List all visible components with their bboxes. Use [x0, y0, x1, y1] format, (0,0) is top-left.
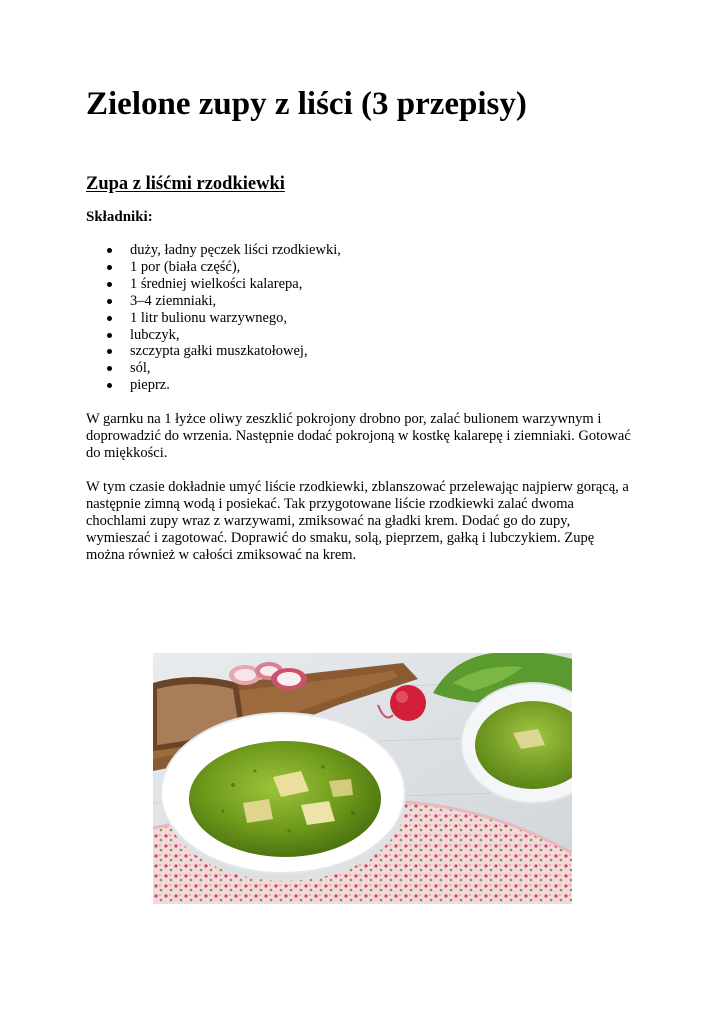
paragraph-line: do miękkości. [86, 445, 168, 461]
ingredient-item: 1 średniej wielkości kalarepa, [86, 276, 341, 293]
section-heading: Zupa z liśćmi rzodkiewki [86, 174, 285, 194]
ingredients-list [86, 242, 341, 394]
paragraph-line: następnie zimną wodą i posiekać. Tak przygotowane liście rzodkiewki zalać dwoma [86, 496, 574, 512]
ingredient-item: 1 por (biała część), [86, 259, 341, 276]
paragraph-line: W garnku na 1 łyżce oliwy zeszklić pokrojony drobno por, zalać bulionem warzywnym i [86, 411, 602, 427]
soup-photo [153, 653, 572, 904]
paragraph-line: chochlami zupy wraz z warzywami, zmiksować na gładki krem. Dodać go do zupy, [86, 513, 571, 529]
paragraph-line: W tym czasie dokładnie umyć liście rzodkiewki, zblanszować przelewając najpierw gorącą, a [86, 479, 629, 495]
ingredient-item: 1 litr bulionu warzywnego, [86, 310, 341, 327]
ingredient-item: pieprz. [86, 377, 341, 394]
ingredients-label: Składniki: [86, 209, 153, 225]
instructions-paragraph-1 [86, 411, 646, 462]
ingredient-item: duży, ładny pęczek liści rzodkiewki, [86, 242, 341, 259]
ingredient-item: lubczyk, [86, 327, 341, 344]
page-title: Zielone zupy z liści (3 przepisy) [86, 86, 527, 122]
ingredient-item: szczypta gałki muszkatołowej, [86, 343, 341, 360]
instructions-paragraph-2 [86, 479, 646, 564]
paragraph-line: doprowadzić do wrzenia. Następnie dodać pokrojoną w kostkę kalarepę i ziemniaki. Gotować [86, 428, 631, 444]
soup-photo-illustration [153, 653, 572, 904]
paragraph-line: wymieszać i zagotować. Doprawić do smaku, solą, pieprzem, gałką i lubczykiem. Zupę [86, 530, 595, 546]
ingredient-item: 3–4 ziemniaki, [86, 293, 341, 310]
ingredient-item: sól, [86, 360, 341, 377]
paragraph-line: można również w całości zmiksować na krem. [86, 547, 357, 563]
